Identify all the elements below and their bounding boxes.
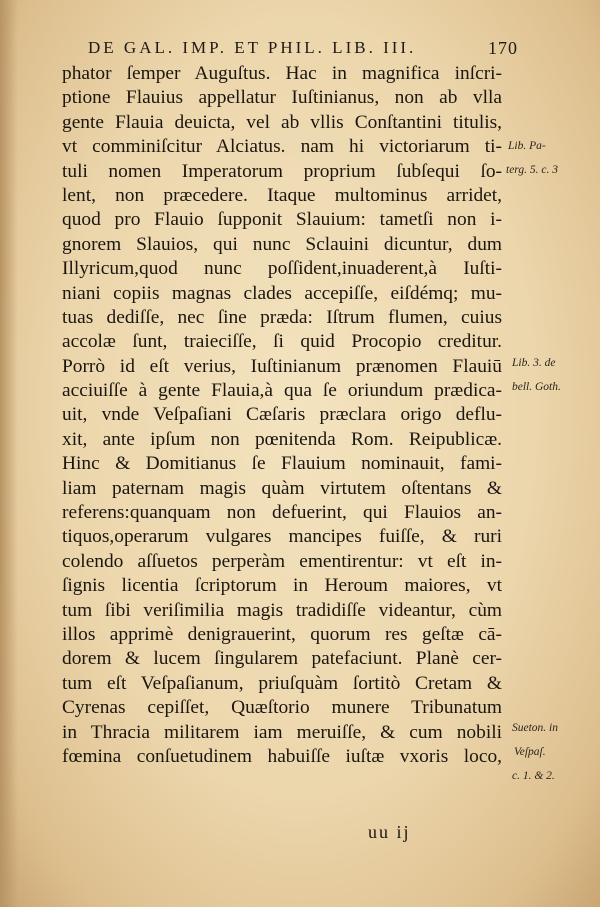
text-line: uit, vnde Veſpaſiani Cæſaris præclara origo deflu-	[62, 404, 502, 426]
text-line: in Thracia militarem iam meruiſſe, & cum nobili	[62, 721, 502, 743]
text-line: colendo aſſuetos perperàm ementirentur: vt eſt in-	[62, 550, 502, 572]
margin-note: bell. Goth.	[512, 381, 561, 393]
text-line: illos apprimè denigrauerint, quorum res geſtæ cā-	[62, 623, 502, 645]
text-line: quod pro Flauio ſupponit Slauium: tametſi non i-	[62, 209, 502, 231]
catchword: uu ij	[368, 822, 411, 842]
text-line: tiquos,operarum vulgares mancipes fuiſſe, & ruri	[62, 526, 502, 548]
text-line: tum ſibi veriſimilia magis tradidiſſe videantur, cùm	[62, 599, 502, 621]
margin-note: Lib. 3. de	[512, 357, 556, 369]
text-line: tum eſt Veſpaſianum, priuſquàm ſortitò Cretam &	[62, 672, 502, 694]
margin-note: Sueton. in	[512, 722, 558, 734]
text-line: gnorem Slauios, qui nunc Sclauini dicuntur, dum	[62, 233, 502, 255]
text-line: phator ſemper Auguſtus. Hac in magnifica inſcri-	[62, 63, 502, 84]
margin-note: Lib. Pa-	[508, 140, 546, 152]
text-line: acciuiſſe à gente Flauia,à qua ſe oriundum prædica-	[62, 380, 502, 402]
text-line: Porrò id eſt verius, Iuſtinianum prænomen Flauiū	[62, 355, 502, 377]
page-header	[88, 38, 518, 62]
margin-note: terg. 5. c. 3	[506, 164, 558, 176]
text-line: gente Flauia deuicta, vel ab vllis Conſtantini titulis,	[62, 111, 502, 133]
text-line: referens:quanquam non defuerint, qui Flauios an-	[62, 502, 502, 524]
text-line: Illyricum,quod nunc poſſident,inuaderent,à Iuſti-	[62, 258, 502, 280]
text-line: fœmina conſuetudinem habuiſſe iuſtæ vxoris loco,	[62, 745, 502, 767]
text-line: dorem & lucem ſingularem patefaciunt. Planè cer-	[62, 648, 502, 670]
text-line: Cyrenas cepiſſet, Quæſtorio munere Tribunatum	[62, 697, 502, 719]
text-line: lent, non præcedere. Itaque multominus arridet,	[62, 184, 502, 206]
text-line: Hinc & Domitianus ſe Flauium nominauit, fami-	[62, 453, 502, 475]
text-line: ptione Flauius appellatur Iuſtinianus, non ab vlla	[62, 87, 502, 109]
page-number: 170	[488, 38, 518, 58]
margin-note: c. 1. & 2.	[512, 770, 555, 782]
running-head: DE GAL. IMP. ET PHIL. LIB. III.	[88, 38, 417, 57]
text-line: niani copiis magnas clades accepiſſe, eiſdémq; mu-	[62, 282, 502, 304]
text-line: liam paternam magis quàm virtutem oſtentans &	[62, 477, 502, 499]
body-text	[62, 62, 502, 769]
text-line: ſignis licentia ſcriptorum in Heroum maiores, vt	[62, 575, 502, 597]
text-line: accolæ ſunt, traieciſſe, ſi quid Procopio creditur.	[62, 331, 502, 353]
text-line: xit, ante ipſum non pœnitenda Rom. Reipublicæ.	[62, 428, 502, 450]
margin-note: Veſpaſ.	[514, 746, 546, 758]
text-line: vt comminiſcitur Alciatus. nam hi victoriarum ti-	[62, 136, 502, 158]
text-line: tuli nomen Imperatorum proprium ſubſequi ſo-	[62, 160, 502, 182]
text-line: tuas dediſſe, nec ſine præda: Iſtrum flumen, cuius	[62, 306, 502, 328]
